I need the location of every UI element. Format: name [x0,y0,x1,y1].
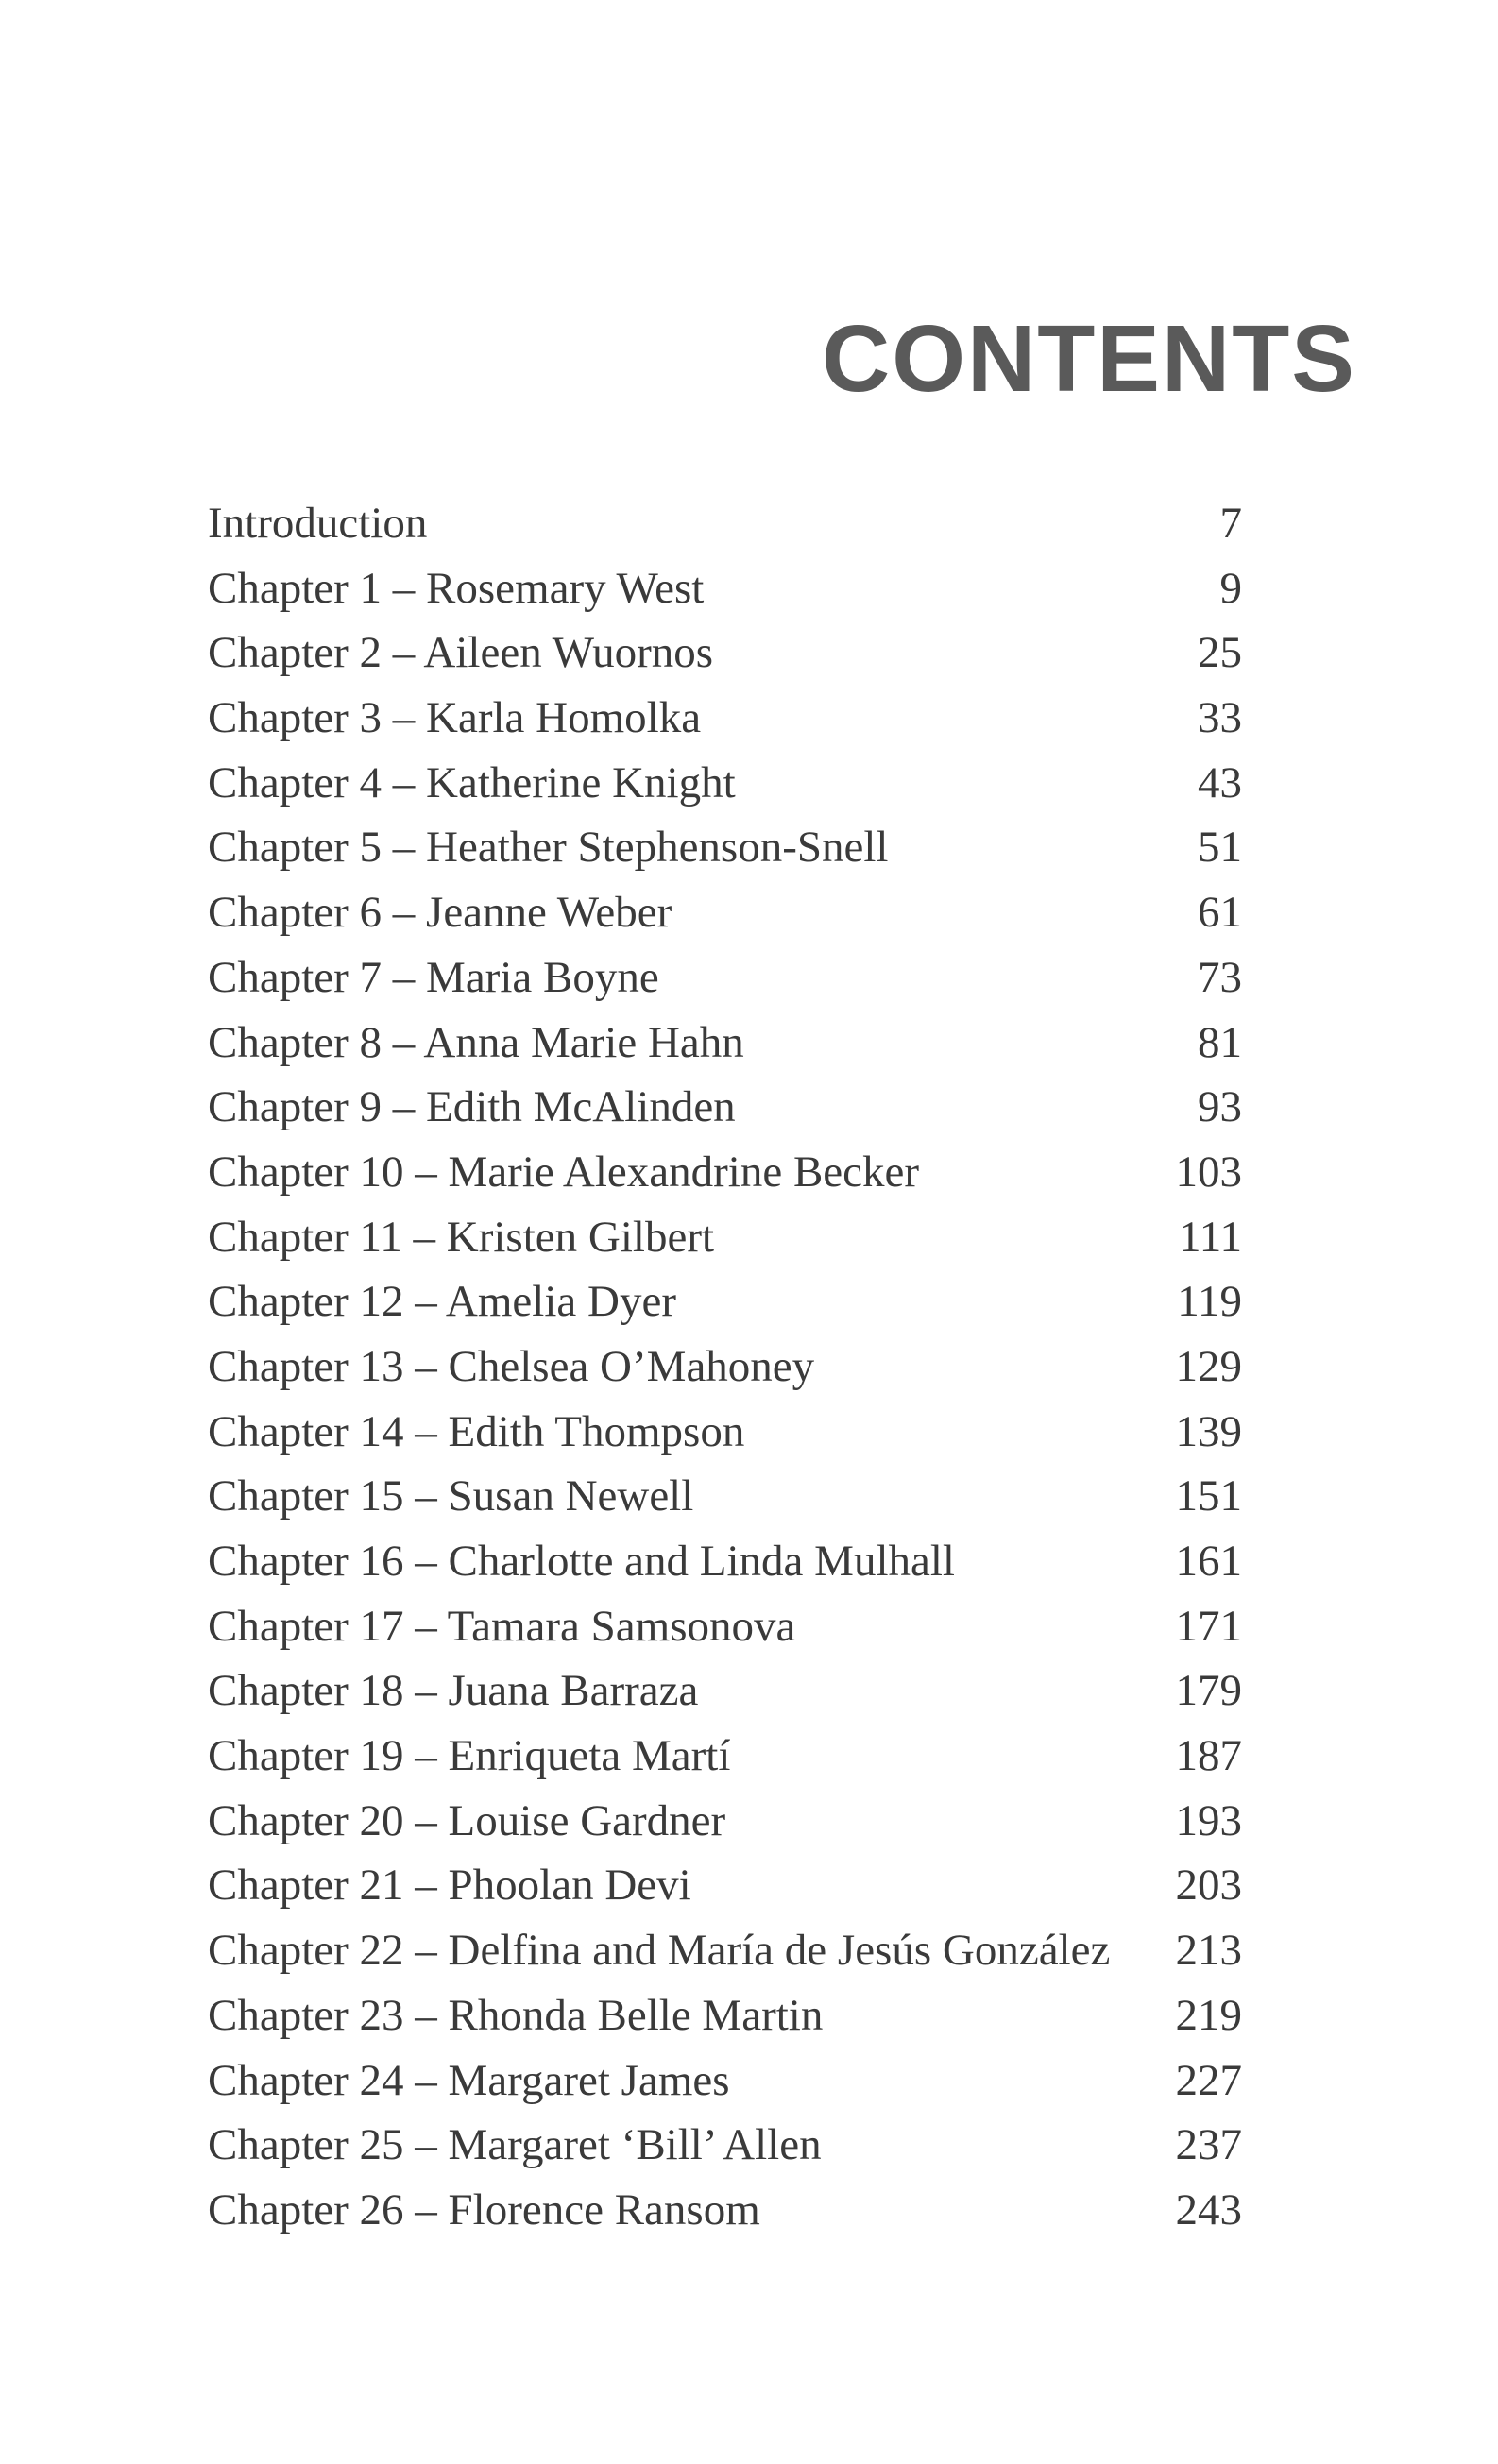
toc-entry [208,1269,1242,1334]
page-heading: CONTENTS [822,306,1356,412]
toc-entry-title: Chapter 17 – Tamara Samsonova [208,1601,796,1651]
toc-entry-page-number: 25 [1198,628,1242,678]
toc-entry-page-number: 93 [1198,1082,1242,1132]
toc-entry-page-number: 243 [1175,2184,1242,2235]
toc-entry [208,1400,1242,1465]
toc-entry-title: Chapter 5 – Heather Stephenson-Snell [208,823,889,873]
toc-entry-page-number: 171 [1175,1601,1242,1651]
toc-entry [208,1205,1242,1270]
toc-entry [208,1918,1242,1983]
toc-entry [208,1140,1242,1205]
toc-entry-title: Chapter 26 – Florence Ransom [208,2184,760,2235]
toc-entry-page-number: 193 [1175,1795,1242,1845]
toc-entry-page-number: 119 [1177,1277,1242,1327]
toc-entry [208,1853,1242,1918]
toc-entry [208,1724,1242,1789]
toc-entry [208,945,1242,1011]
toc-entry-page-number: 129 [1175,1341,1242,1391]
toc-entry-title: Chapter 16 – Charlotte and Linda Mulhall [208,1537,955,1586]
toc-entry-title: Chapter 14 – Edith Thompson [208,1406,745,1456]
toc-entry [208,491,1242,556]
toc-entry [208,2048,1242,2114]
toc-entry [208,2113,1242,2178]
toc-entry [208,1334,1242,1400]
toc-entry-title: Chapter 19 – Enriqueta Martí [208,1731,731,1781]
toc-entry-page-number: 227 [1175,2055,1242,2105]
toc-entry-page-number: 103 [1175,1147,1242,1197]
toc-entry-title: Chapter 22 – Delfina and María de Jesús González [208,1926,1111,1976]
toc-entry [208,620,1242,686]
toc-entry-title: Chapter 2 – Aileen Wuornos [208,628,714,678]
toc-entry-title: Chapter 25 – Margaret ‘Bill’ Allen [208,2120,822,2170]
toc-entry-page-number: 179 [1175,1666,1242,1716]
toc-entry [208,556,1242,621]
toc-entry-page-number: 33 [1198,693,1242,743]
toc-entry-page-number: 151 [1175,1471,1242,1521]
toc-entry-page-number: 219 [1175,1990,1242,2040]
table-of-contents [208,491,1242,2243]
toc-entry [208,1983,1242,2048]
toc-entry [208,1011,1242,1076]
toc-entry-page-number: 187 [1175,1731,1242,1781]
toc-entry-page-number: 43 [1198,757,1242,807]
toc-entry-title: Chapter 12 – Amelia Dyer [208,1277,676,1327]
toc-entry-page-number: 161 [1175,1537,1242,1586]
toc-entry-title: Chapter 11 – Kristen Gilbert [208,1212,715,1262]
toc-entry-title: Chapter 4 – Katherine Knight [208,757,736,807]
toc-entry-title: Chapter 23 – Rhonda Belle Martin [208,1990,824,2040]
toc-entry-title: Chapter 24 – Margaret James [208,2055,730,2105]
toc-entry [208,815,1242,880]
toc-entry-page-number: 203 [1175,1861,1242,1911]
toc-entry-title: Chapter 10 – Marie Alexandrine Becker [208,1147,920,1197]
toc-entry [208,1529,1242,1594]
toc-entry-title: Chapter 3 – Karla Homolka [208,693,702,743]
toc-entry-page-number: 81 [1198,1017,1242,1067]
toc-entry [208,1789,1242,1854]
toc-entry-title: Chapter 21 – Phoolan Devi [208,1861,691,1911]
toc-entry [208,2178,1242,2243]
toc-entry-page-number: 61 [1198,888,1242,938]
toc-entry [208,751,1242,816]
toc-entry-title: Introduction [208,499,428,548]
toc-entry-title: Chapter 8 – Anna Marie Hahn [208,1017,744,1067]
toc-entry-title: Chapter 1 – Rosemary West [208,563,705,613]
toc-entry-page-number: 111 [1178,1212,1242,1262]
toc-entry-page-number: 237 [1175,2120,1242,2170]
toc-entry-page-number: 139 [1175,1406,1242,1456]
toc-entry-title: Chapter 15 – Susan Newell [208,1471,694,1521]
toc-entry [208,880,1242,945]
toc-entry [208,1658,1242,1724]
toc-entry [208,1464,1242,1529]
toc-entry-title: Chapter 6 – Jeanne Weber [208,888,672,938]
toc-entry-page-number: 213 [1175,1926,1242,1976]
toc-entry-title: Chapter 18 – Juana Barraza [208,1666,699,1716]
toc-entry-title: Chapter 13 – Chelsea O’Mahoney [208,1341,815,1391]
toc-entry [208,686,1242,751]
toc-entry-title: Chapter 7 – Maria Boyne [208,952,659,1002]
toc-entry-page-number: 9 [1219,563,1242,613]
toc-entry-title: Chapter 9 – Edith McAlinden [208,1082,736,1132]
toc-entry-page-number: 51 [1198,823,1242,873]
toc-entry [208,1594,1242,1659]
toc-entry-page-number: 7 [1219,499,1242,548]
toc-entry [208,1075,1242,1140]
toc-entry-title: Chapter 20 – Louise Gardner [208,1795,726,1845]
toc-entry-page-number: 73 [1198,952,1242,1002]
